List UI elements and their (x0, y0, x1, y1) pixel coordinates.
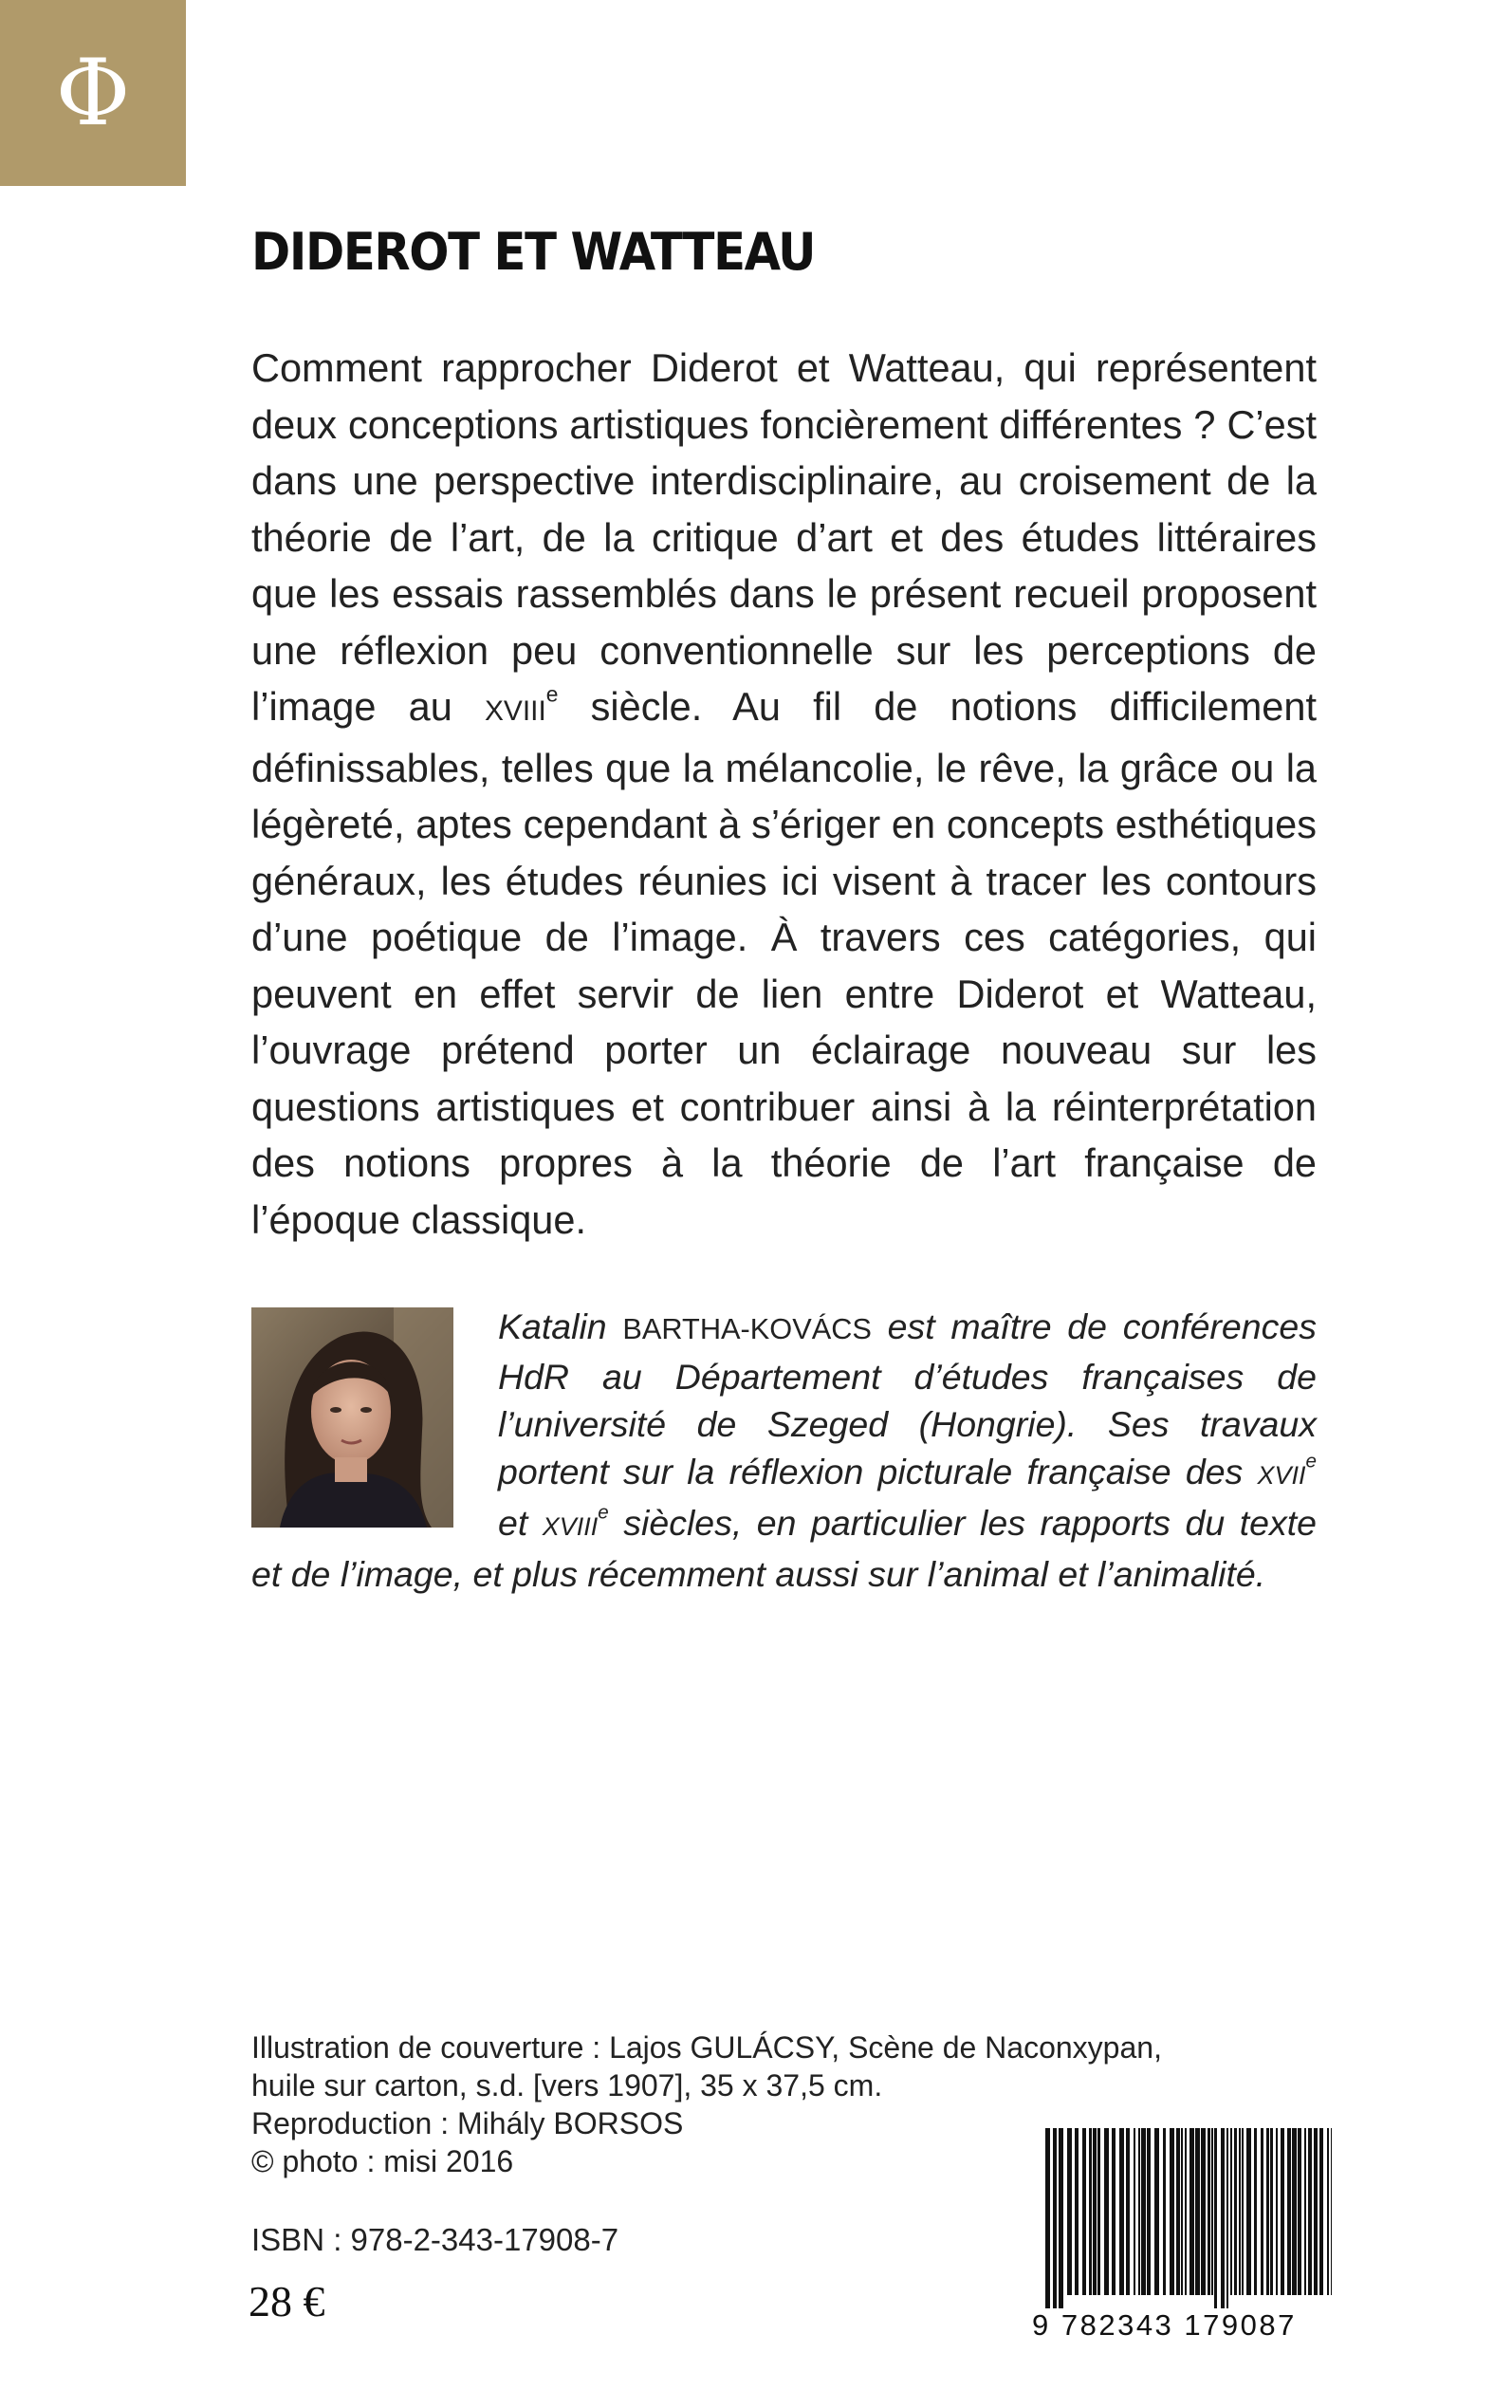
barcode-bar (1059, 2128, 1063, 2308)
barcode-bar (1138, 2128, 1140, 2295)
credit-line: Reproduction : Mihály BORSOS (251, 2106, 684, 2140)
barcode-bar (1276, 2128, 1278, 2295)
price: 28 € (249, 2277, 325, 2325)
barcode-bar (1234, 2128, 1237, 2295)
barcode-digits: 9 782343 179087 (1032, 2308, 1297, 2342)
barcode-bar (1270, 2128, 1273, 2295)
bio-part-2: siècles, en particulier les rapports du texte et de l’image, et plus récemment aussi sur l’animal et l’animalité. (251, 1503, 1317, 1594)
century-superscript: e (545, 681, 559, 707)
barcode-bar (1089, 2128, 1092, 2295)
barcode-bar (1308, 2128, 1312, 2295)
barcode-bar (1112, 2128, 1116, 2295)
barcode-bar (1226, 2128, 1228, 2308)
century-18-superscript: e (598, 1501, 609, 1524)
phi-logo-icon: Φ (55, 40, 131, 146)
photo-spacer (251, 1303, 498, 1540)
barcode-bar (1104, 2128, 1109, 2295)
century-17-superscript: e (1305, 1450, 1317, 1473)
barcode-bar (1067, 2128, 1072, 2295)
century-label: XVIII (485, 695, 546, 727)
description-part-2: siècle. Au fil de notions difficilement définissables, telles que la mélancolie, le rêve, la grâce ou la légèreté, aptes cependant à s’ériger en concepts esthétiques généraux, les études réunies ici visent à tracer les contours d’une poétique de l’image. À travers ces catégories, qui peuvent en effet servir de lien entre Diderot et Watteau, l’ouvrage prétend porter un éclairage nouveau sur les questions artistiques et contribuer ainsi à la réinterprétation des notions propres à la théorie de l’art française de l’époque classique. (251, 684, 1317, 1242)
barcode-bar (1261, 2128, 1263, 2295)
barcode-bar (1314, 2128, 1318, 2295)
barcode-bar (1093, 2128, 1097, 2295)
barcode-bar (1053, 2128, 1057, 2308)
book-description (251, 340, 1317, 1248)
barcode-bar (1246, 2128, 1251, 2295)
barcode-bar (1230, 2128, 1232, 2295)
barcode-bar (1141, 2128, 1146, 2295)
barcode-bar (1185, 2128, 1187, 2295)
credit-line: © photo : misi 2016 (251, 2144, 514, 2178)
century-17-label: XVII (1257, 1461, 1306, 1490)
barcode-icon (1032, 2128, 1343, 2308)
author-last-name: BARTHA-KOVÁCS (622, 1312, 872, 1345)
credit-line: Illustration de couverture : Lajos GULÁCSY, Scène de Naconxypan, (251, 2030, 1162, 2065)
barcode-bar (1189, 2128, 1194, 2295)
barcode-bar (1214, 2128, 1217, 2308)
barcode-bar (1201, 2128, 1206, 2295)
credit-line: huile sur carton, s.d. [vers 1907], 35 x 37,5 cm. (251, 2068, 883, 2102)
bio-and: et (498, 1503, 543, 1543)
barcode-bar (1045, 2128, 1050, 2308)
barcode-bar (1298, 2128, 1301, 2295)
barcode-bar (1170, 2128, 1174, 2295)
barcode-bar (1134, 2128, 1135, 2295)
barcode-bar (1304, 2128, 1306, 2295)
barcode-bar (1211, 2128, 1213, 2295)
barcode-bar (1242, 2128, 1244, 2295)
barcode-bar (1221, 2128, 1225, 2308)
barcode-bar (1239, 2128, 1241, 2295)
barcode-bar (1147, 2128, 1151, 2295)
barcode-bar (1287, 2128, 1291, 2295)
barcode (1032, 2128, 1343, 2348)
barcode-bar (1176, 2128, 1180, 2295)
barcode-bar (1331, 2128, 1332, 2295)
barcode-bar (1181, 2128, 1183, 2295)
barcode-bar (1281, 2128, 1284, 2295)
barcode-bar (1254, 2128, 1257, 2295)
cover-credits (251, 2028, 1162, 2180)
barcode-bar (1097, 2128, 1100, 2295)
bio-part-1: est maître de conférences HdR au Département d’études françaises de l’université de Szeged (Hongrie). Ses travaux portent sur la réflexion picturale française des (498, 1306, 1317, 1491)
author-bio (251, 1303, 1317, 1598)
barcode-bar (1266, 2128, 1269, 2295)
barcode-bar (1163, 2128, 1166, 2295)
barcode-bar (1208, 2128, 1210, 2295)
barcode-bar (1154, 2128, 1159, 2295)
book-title: DIDEROT ET WATTEAU (251, 222, 816, 282)
publisher-logo (0, 0, 186, 186)
century-18-label: XVIII (542, 1512, 599, 1541)
barcode-bar (1319, 2128, 1323, 2295)
description-part-1: Comment rapprocher Diderot et Watteau, qui représentent deux conceptions artistiques foncièrement différentes ? C’est dans une perspective interdisciplinaire, au croisement de la théorie de l’art, de la critique d’art et des études littéraires que les essais rassemblés dans le présent recueil proposent une réflexion peu conventionnelle sur les perceptions de l’image au (251, 345, 1317, 729)
barcode-bar (1327, 2128, 1329, 2295)
barcode-bar (1082, 2128, 1086, 2295)
isbn: ISBN : 978-2-343-17908-7 (251, 2222, 619, 2257)
barcode-bar (1126, 2128, 1130, 2295)
author-first-name: Katalin (498, 1306, 607, 1346)
barcode-bar (1119, 2128, 1124, 2295)
barcode-bar (1292, 2128, 1297, 2295)
barcode-bar (1075, 2128, 1079, 2295)
barcode-bar (1195, 2128, 1200, 2295)
